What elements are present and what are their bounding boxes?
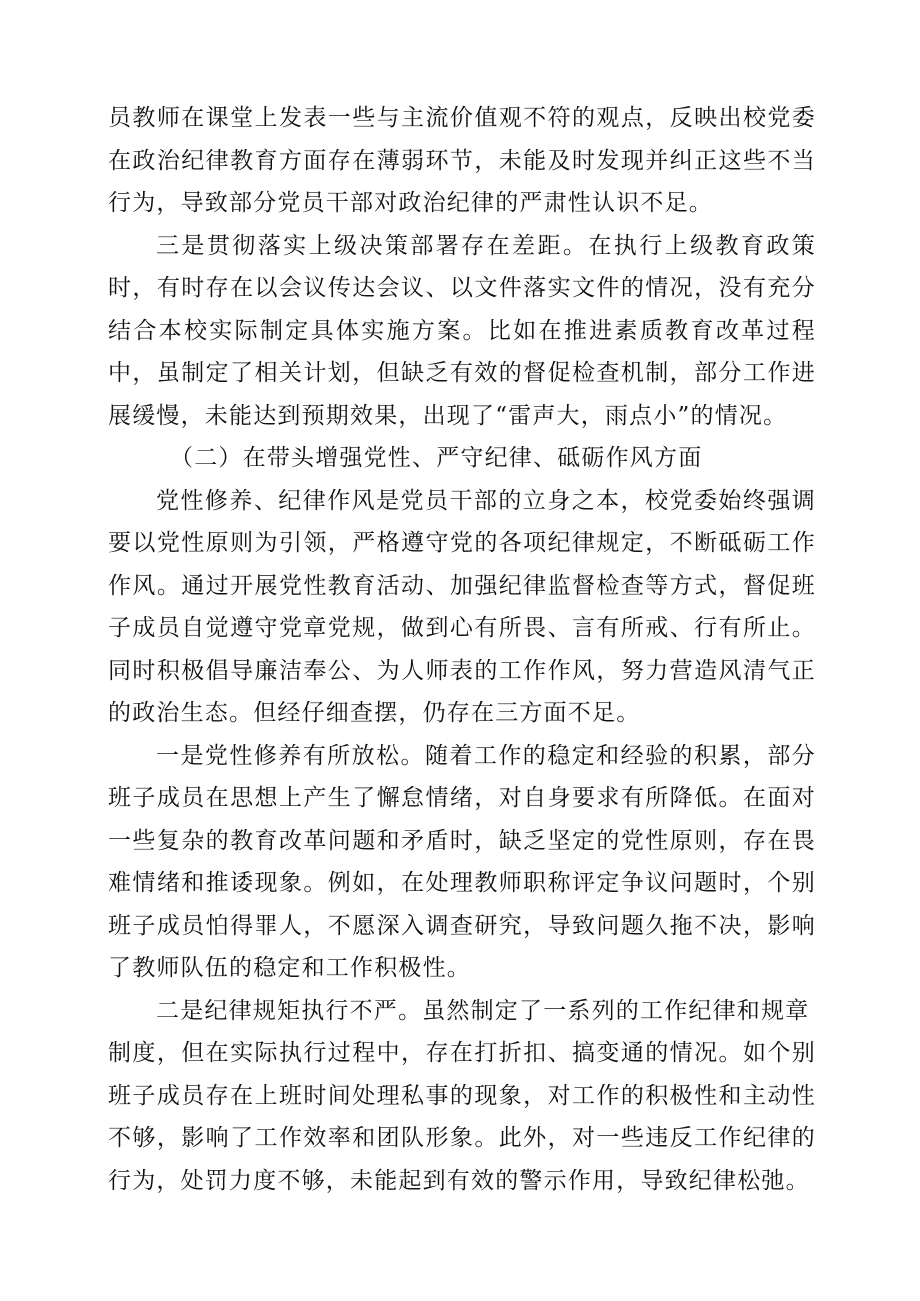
paragraph-point-two-start: 二是纪律规矩执行不严。虽然制定了一系列的工作纪律和规章 — [156, 997, 810, 1024]
paragraph-point-two-continuation: 制度，但在实际执行过程中，存在打折扣、搞变通的情况。如个别班子成员存在上班时间处理私事的现象，对工作的积极性和主动性不够，影响了工作效率和团队形象。此外，对一些违反工作纪律的行为，处罚力度不够，未能起到有效的警示作用，导致纪律松弛。 — [108, 1040, 816, 1194]
paragraph-section-intro: 党性修养、纪律作风是党员干部的立身之本，校党委始终强调要以党性原则为引领，严格遵守党的各项纪律规定，不断砥砺工作作风。通过开展党性教育活动、加强纪律监督检查等方式，督促班子成员自觉遵守党章党规，做到心有所畏、言有所戒、行有所止。同时积极倡导廉洁奉公、为人师表的工作作风，努力营造风清气正的政治生态。但经仔细查摆，仍存在三方面不足。 — [108, 487, 816, 726]
paragraph-point-three: 三是贯彻落实上级决策部署存在差距。在执行上级教育政策时，有时存在以会议传达会议、以文件落实文件的情况，没有充分结合本校实际制定具体实施方案。比如在推进素质教育改革过程中，虽制定了相关计划，但缺乏有效的督促检查机制，部分工作进展缓慢，未能达到预期效果，出现了“雷声大，雨点小”的情况。 — [108, 232, 816, 429]
paragraph-point-one: 一是党性修养有所放松。随着工作的稳定和经验的积累，部分班子成员在思想上产生了懈怠情绪，对自身要求有所降低。在面对一些复杂的教育改革问题和矛盾时，缺乏坚定的党性原则，存在畏难情绪和推诿现象。例如，在处理教师职称评定争议问题时，个别班子成员怕得罪人，不愿深入调查研究，导致问题久拖不决，影响了教师队伍的稳定和工作积极性。 — [108, 742, 816, 981]
document-body — [108, 97, 816, 1202]
section-heading: （二）在带头增强党性、严守纪律、砥砺作风方面 — [170, 445, 703, 471]
paragraph-continuation: 员教师在课堂上发表一些与主流价值观不符的观点，反映出校党委在政治纪律教育方面存在薄弱环节，未能及时发现并纠正这些不当行为，导致部分党员干部对政治纪律的严肃性认识不足。 — [108, 105, 816, 216]
